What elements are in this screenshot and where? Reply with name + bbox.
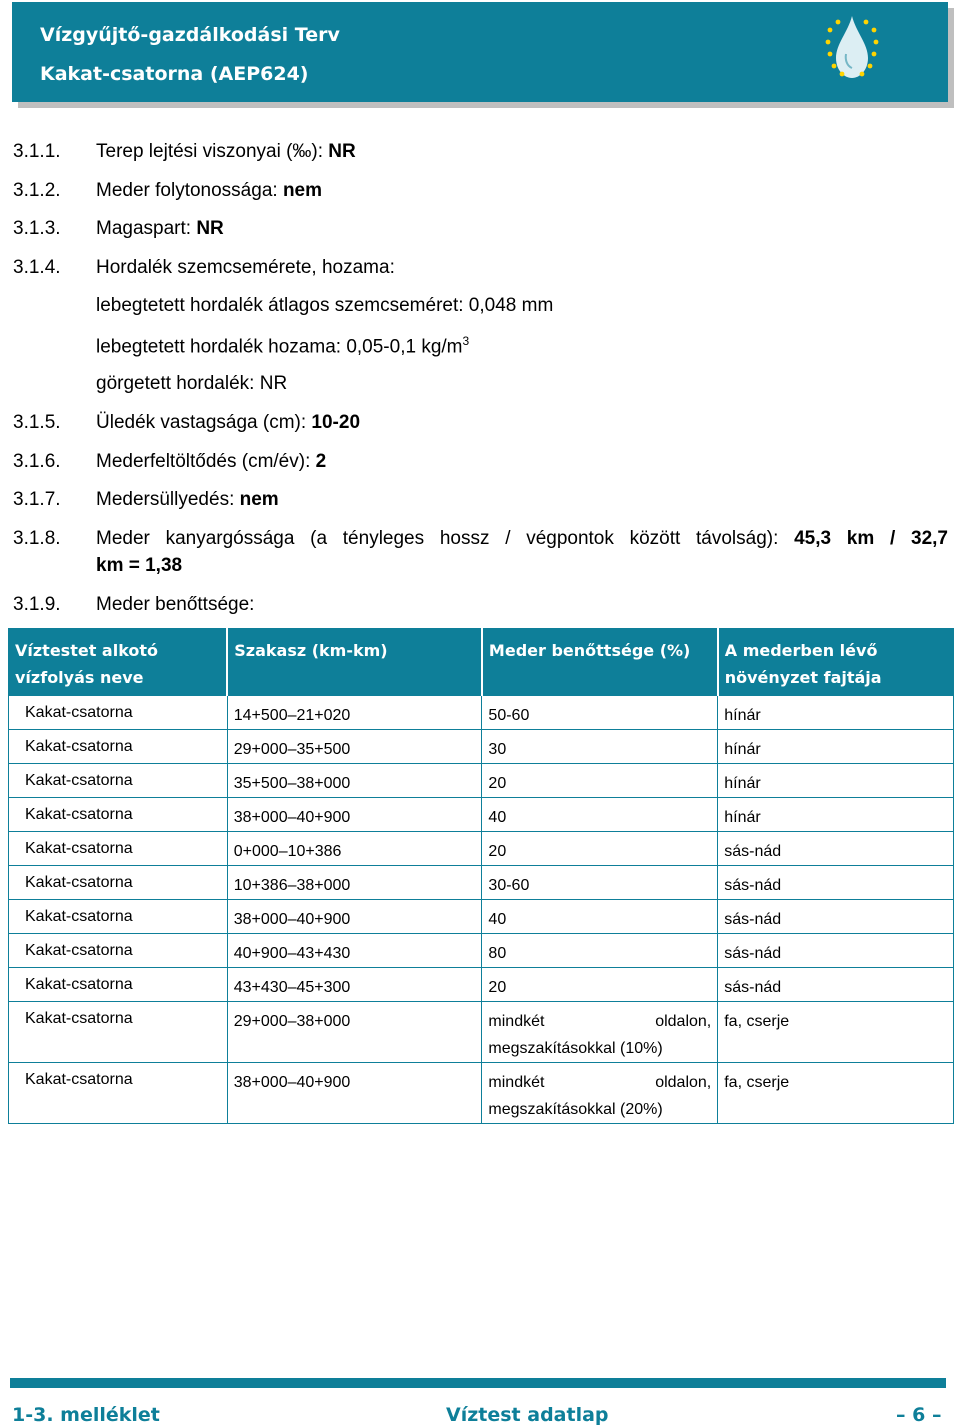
table-cell: sás-nád <box>718 866 954 900</box>
table-cell: hínár <box>718 730 954 764</box>
table-cell: mindkét oldalon, megszakításokkal (10%) <box>482 1002 718 1063</box>
table-cell: 38+000–40+900 <box>227 798 482 832</box>
table-cell: mindkét oldalon, megszakításokkal (20%) <box>482 1063 718 1124</box>
table-cell: 80 <box>482 934 718 968</box>
table-cell: 10+386–38+000 <box>227 866 482 900</box>
table-cell: Kakat-csatorna <box>9 696 228 730</box>
page-header <box>12 2 948 102</box>
section-text: Meder folytonossága: nem <box>96 180 323 201</box>
table-cell: hínár <box>718 696 954 730</box>
section-text: Üledék vastagsága (cm): 10-20 <box>96 412 361 433</box>
table-cell: 20 <box>482 968 718 1002</box>
table-row <box>9 866 954 900</box>
table-cell: hínár <box>718 764 954 798</box>
table-cell: 29+000–35+500 <box>227 730 482 764</box>
table-cell: 14+500–21+020 <box>227 696 482 730</box>
table-cell: 35+500–38+000 <box>227 764 482 798</box>
table-cell: 0+000–10+386 <box>227 832 482 866</box>
table-cell: Kakat-csatorna <box>9 798 228 832</box>
section-text: Mederfeltöltődés (cm/év): 2 <box>96 451 327 472</box>
table-cell: fa, cserje <box>718 1002 954 1063</box>
table-cell: 38+000–40+900 <box>227 1063 482 1124</box>
table-cell: sás-nád <box>718 900 954 934</box>
table-cell: 40 <box>482 900 718 934</box>
water-drop-eu-stars-icon <box>812 8 892 88</box>
table-row <box>9 934 954 968</box>
table-cell: 40 <box>482 798 718 832</box>
section-text: Meder benőttsége: <box>96 594 255 615</box>
table-cell: sás-nád <box>718 934 954 968</box>
table-cell: Kakat-csatorna <box>9 1063 228 1124</box>
section-number: 3.1.8. <box>13 528 61 549</box>
table-cell: fa, cserje <box>718 1063 954 1124</box>
section-number: 3.1.9. <box>13 594 61 615</box>
document-title: Vízgyűjtő-gazdálkodási Terv <box>40 24 340 46</box>
section-text-continued: km = 1,38 <box>96 555 183 576</box>
table-row <box>9 1002 954 1063</box>
section-number: 3.1.4. <box>13 257 61 278</box>
column-header: Meder benőttsége (%) <box>482 629 718 696</box>
table-cell: 29+000–38+000 <box>227 1002 482 1063</box>
table-cell: Kakat-csatorna <box>9 832 228 866</box>
table-cell: 38+000–40+900 <box>227 900 482 934</box>
table-cell: Kakat-csatorna <box>9 900 228 934</box>
table-cell: Kakat-csatorna <box>9 764 228 798</box>
section-number: 3.1.3. <box>13 218 61 239</box>
section-text: Meder kanyargóssága (a tényleges hossz / végpontok között távolság): 45,3 km / 32,7 <box>96 528 948 549</box>
table-cell: 20 <box>482 764 718 798</box>
table-cell: 40+900–43+430 <box>227 934 482 968</box>
footer-center: Víztest adatlap <box>446 1404 609 1426</box>
column-header: Víztestet alkotó vízfolyás neve <box>9 629 228 696</box>
section-number: 3.1.2. <box>13 180 61 201</box>
section-number: 3.1.5. <box>13 412 61 433</box>
section-number: 3.1.6. <box>13 451 61 472</box>
table-header-row <box>9 629 954 696</box>
vegetation-table <box>8 628 954 1124</box>
sediment-line: görgetett hordalék: NR <box>96 373 288 394</box>
section-text: Medersüllyedés: nem <box>96 489 279 510</box>
table-row <box>9 1063 954 1124</box>
table-row <box>9 900 954 934</box>
table-cell: Kakat-csatorna <box>9 866 228 900</box>
section-text: Terep lejtési viszonyai (‰): NR <box>96 141 356 162</box>
table-cell: Kakat-csatorna <box>9 934 228 968</box>
section-number: 3.1.1. <box>13 141 61 162</box>
table-row <box>9 832 954 866</box>
table-cell: 43+430–45+300 <box>227 968 482 1002</box>
footer-left: 1-3. melléklet <box>12 1404 160 1426</box>
table-row <box>9 968 954 1002</box>
footer-page-number: – 6 – <box>896 1404 942 1426</box>
table-cell: sás-nád <box>718 832 954 866</box>
table-cell: Kakat-csatorna <box>9 1002 228 1063</box>
table-row <box>9 696 954 730</box>
table-cell: 30-60 <box>482 866 718 900</box>
table-cell: sás-nád <box>718 968 954 1002</box>
sediment-line: lebegtetett hordalék hozama: 0,05-0,1 $kg/m^3$ <box>96 334 470 358</box>
document-subtitle: Kakat-csatorna (AEP624) <box>40 63 309 85</box>
table-cell: Kakat-csatorna <box>9 730 228 764</box>
table-cell: Kakat-csatorna <box>9 968 228 1002</box>
section-text: Magaspart: NR <box>96 218 224 239</box>
table-cell: hínár <box>718 798 954 832</box>
table-cell: 20 <box>482 832 718 866</box>
section-number: 3.1.7. <box>13 489 61 510</box>
column-header: Szakasz (km-km) <box>227 629 482 696</box>
sediment-line: lebegtetett hordalék átlagos szemcseméret: 0,048 mm <box>96 295 554 316</box>
table-cell: 30 <box>482 730 718 764</box>
section-text: Hordalék szemcsemérete, hozama: <box>96 257 395 278</box>
column-header: A mederben lévő növényzet fajtája <box>718 629 954 696</box>
footer-bar <box>10 1378 946 1388</box>
table-row <box>9 798 954 832</box>
table-cell: 50-60 <box>482 696 718 730</box>
table-row <box>9 730 954 764</box>
table-row <box>9 764 954 798</box>
